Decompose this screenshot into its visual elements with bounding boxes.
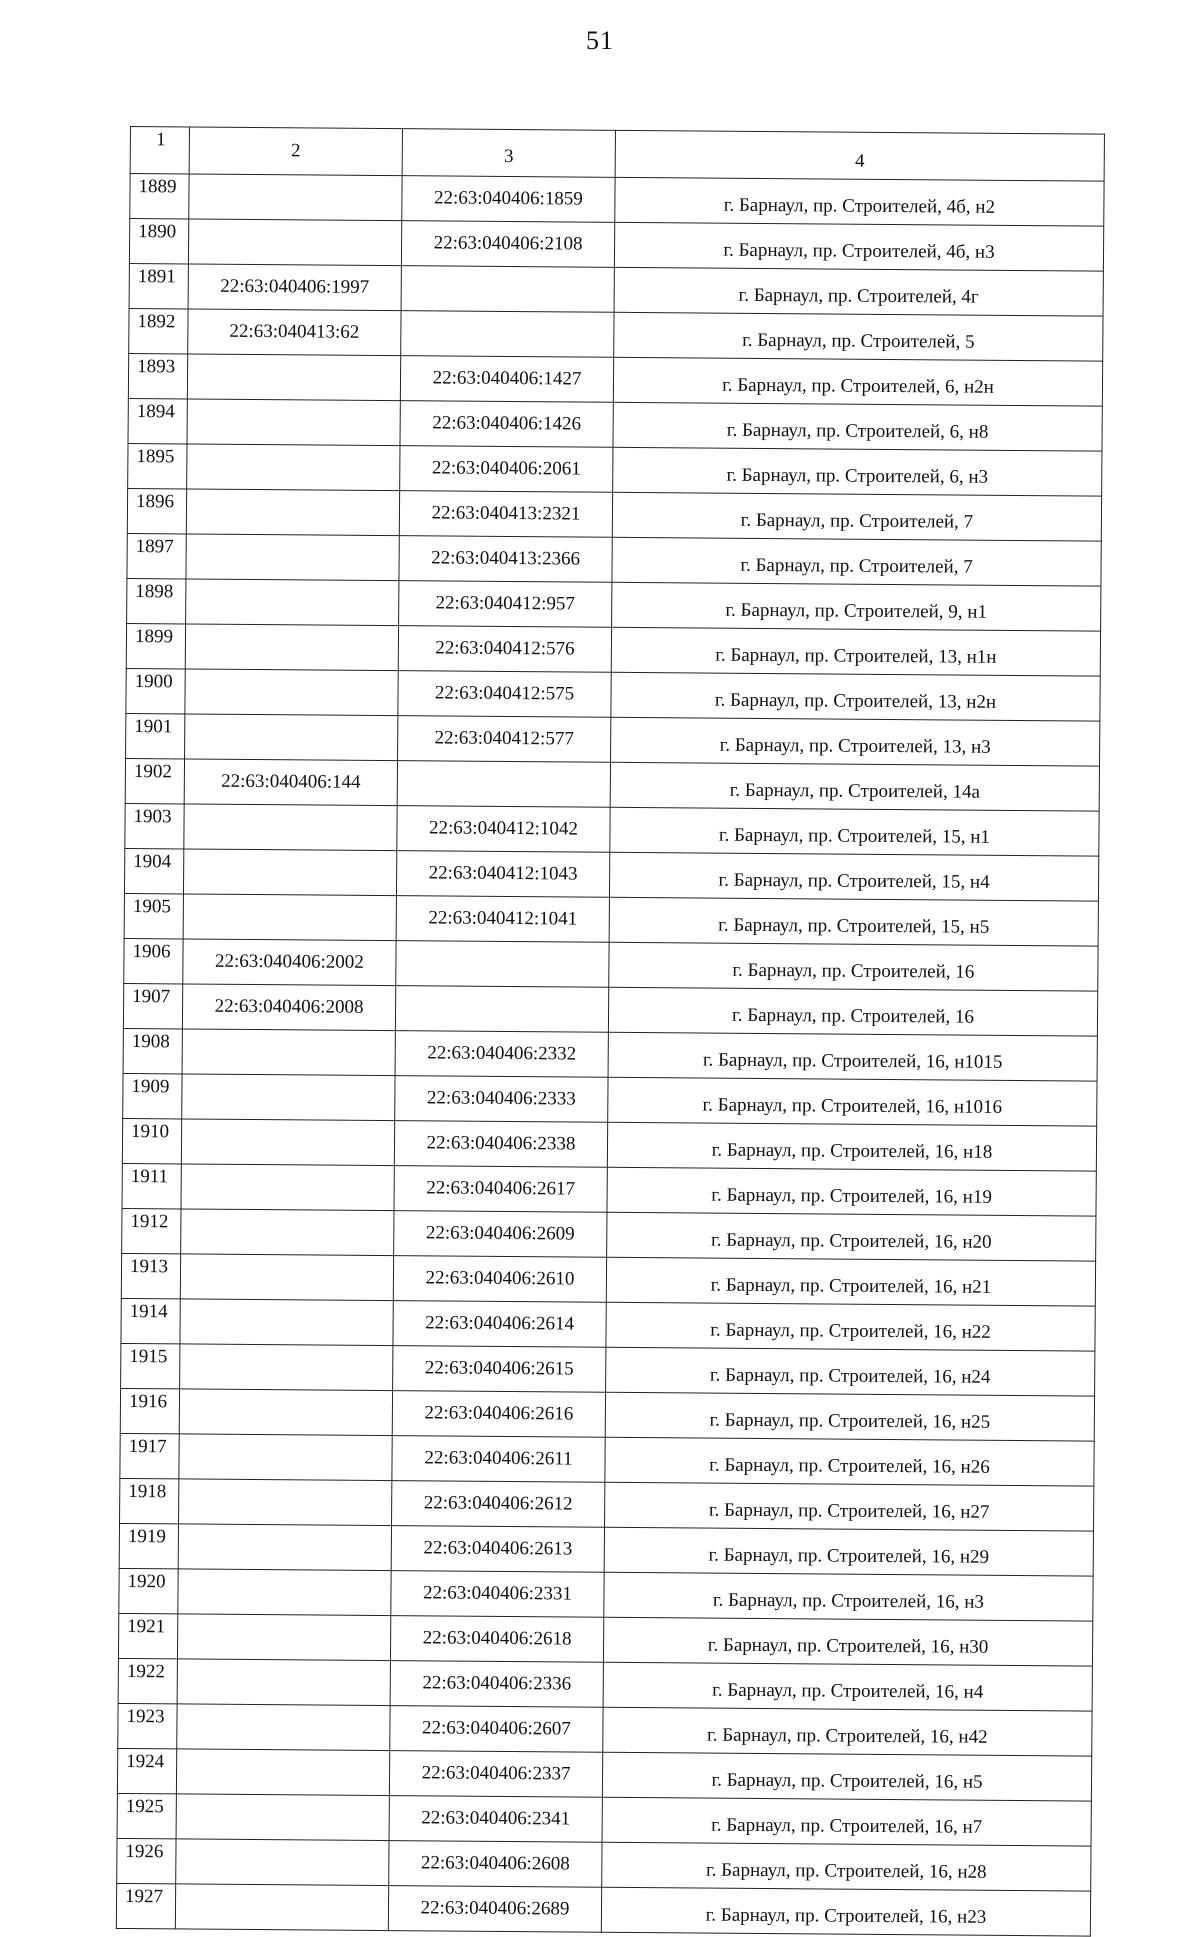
row-number-cell: 1894 bbox=[128, 398, 187, 443]
premises-cadastral-cell: 22:63:040406:2609 bbox=[394, 1211, 607, 1258]
address-cell: г. Барнаул, пр. Строителей, 16, н25 bbox=[605, 1392, 1094, 1441]
cadastral-number-cell bbox=[177, 1614, 390, 1661]
premises-cadastral-cell: 22:63:040406:2608 bbox=[389, 1841, 602, 1888]
row-number-cell: 1926 bbox=[117, 1838, 176, 1883]
row-number-cell: 1898 bbox=[127, 578, 186, 623]
row-number-cell: 1901 bbox=[126, 713, 185, 758]
premises-cadastral-cell bbox=[401, 266, 614, 313]
premises-cadastral-cell: 22:63:040406:2615 bbox=[393, 1346, 606, 1393]
premises-cadastral-cell: 22:63:040406:2611 bbox=[392, 1436, 605, 1483]
cadastral-number-cell bbox=[185, 669, 398, 716]
premises-cadastral-cell: 22:63:040406:2337 bbox=[389, 1751, 602, 1798]
premises-cadastral-cell: 22:63:040406:2108 bbox=[401, 221, 614, 268]
table-row bbox=[127, 578, 1101, 631]
address-cell: г. Барнаул, пр. Строителей, 4б, н2 bbox=[615, 177, 1104, 226]
table-row bbox=[118, 1658, 1092, 1711]
row-number-cell: 1918 bbox=[120, 1478, 179, 1523]
premises-cadastral-cell: 22:63:040412:575 bbox=[398, 671, 611, 718]
cadastral-number-cell bbox=[179, 1479, 392, 1526]
address-cell: г. Барнаул, пр. Строителей, 16, н27 bbox=[605, 1482, 1094, 1531]
address-cell: г. Барнаул, пр. Строителей, 16, н3 bbox=[604, 1572, 1093, 1621]
cadastral-number-cell bbox=[176, 1794, 389, 1841]
row-number-cell: 1889 bbox=[130, 174, 189, 219]
premises-cadastral-cell: 22:63:040406:2331 bbox=[391, 1571, 604, 1618]
premises-cadastral-cell: 22:63:040406:2612 bbox=[392, 1481, 605, 1528]
address-cell: г. Барнаул, пр. Строителей, 5 bbox=[614, 312, 1103, 361]
premises-cadastral-cell: 22:63:040406:2332 bbox=[395, 1031, 608, 1078]
cadastral-number-cell bbox=[188, 219, 401, 266]
row-number-cell: 1890 bbox=[129, 219, 188, 264]
address-cell: г. Барнаул, пр. Строителей, 16, н23 bbox=[601, 1887, 1090, 1936]
premises-cadastral-cell: 22:63:040406:1426 bbox=[400, 401, 613, 448]
premises-cadastral-cell: 22:63:040406:1427 bbox=[400, 356, 613, 403]
address-cell: г. Барнаул, пр. Строителей, 13, н3 bbox=[611, 717, 1100, 766]
header-col-1: 1 bbox=[130, 127, 189, 174]
cadastral-number-cell bbox=[186, 579, 399, 626]
row-number-cell: 1892 bbox=[129, 308, 188, 353]
table-row bbox=[129, 219, 1103, 272]
table-row bbox=[126, 668, 1100, 721]
address-cell: г. Барнаул, пр. Строителей, 13, н2н bbox=[611, 672, 1100, 721]
table-row bbox=[123, 1073, 1097, 1126]
table-body bbox=[116, 127, 1104, 1937]
table-row bbox=[127, 488, 1101, 541]
row-number-cell: 1917 bbox=[120, 1433, 179, 1478]
premises-cadastral-cell: 22:63:040413:2321 bbox=[399, 491, 612, 538]
table-row bbox=[123, 983, 1097, 1036]
address-cell: г. Барнаул, пр. Строителей, 16, н1015 bbox=[608, 1032, 1097, 1081]
cadastral-number-cell bbox=[176, 1839, 389, 1886]
cadastral-number-cell bbox=[175, 1884, 388, 1931]
premises-cadastral-cell bbox=[396, 941, 609, 988]
header-col-3: 3 bbox=[402, 129, 615, 178]
cadastral-number-cell bbox=[186, 534, 399, 581]
cadastral-number-cell bbox=[178, 1569, 391, 1616]
cadastral-number-cell bbox=[187, 444, 400, 491]
table-row bbox=[124, 848, 1098, 901]
header-col-2: 2 bbox=[189, 127, 402, 176]
premises-cadastral-cell: 22:63:040406:2333 bbox=[395, 1076, 608, 1123]
row-number-cell: 1907 bbox=[123, 983, 182, 1028]
cadastral-number-cell bbox=[176, 1749, 389, 1796]
row-number-cell: 1921 bbox=[118, 1613, 177, 1658]
table-row bbox=[120, 1478, 1094, 1531]
address-cell: г. Барнаул, пр. Строителей, 16, н4 bbox=[603, 1662, 1092, 1711]
cadastral-number-cell bbox=[178, 1524, 391, 1571]
premises-cadastral-cell bbox=[395, 986, 608, 1033]
cadastral-number-cell bbox=[177, 1704, 390, 1751]
address-cell: г. Барнаул, пр. Строителей, 4б, н3 bbox=[614, 222, 1103, 271]
premises-cadastral-cell: 22:63:040406:2341 bbox=[389, 1796, 602, 1843]
address-cell: г. Барнаул, пр. Строителей, 6, н8 bbox=[613, 402, 1102, 451]
cadastral-number-cell bbox=[183, 894, 396, 941]
cadastral-number-cell bbox=[181, 1119, 394, 1166]
cadastral-number-cell bbox=[184, 804, 397, 851]
premises-cadastral-cell bbox=[397, 761, 610, 808]
cadastral-number-cell bbox=[181, 1209, 394, 1256]
address-cell: г. Барнаул, пр. Строителей, 6, н2н bbox=[613, 357, 1102, 406]
table-row bbox=[129, 263, 1103, 316]
table-row bbox=[117, 1748, 1091, 1801]
table-row bbox=[121, 1298, 1095, 1351]
table-row bbox=[119, 1568, 1093, 1621]
address-cell: г. Барнаул, пр. Строителей, 13, н1н bbox=[611, 627, 1100, 676]
page-number: 51 bbox=[586, 26, 614, 55]
address-cell: г. Барнаул, пр. Строителей, 15, н4 bbox=[609, 852, 1098, 901]
premises-cadastral-cell: 22:63:040412:577 bbox=[398, 716, 611, 763]
row-number-cell: 1902 bbox=[125, 758, 184, 803]
row-number-cell: 1906 bbox=[124, 938, 183, 983]
premises-cadastral-cell: 22:63:040406:2061 bbox=[400, 446, 613, 493]
address-cell: г. Барнаул, пр. Строителей, 16 bbox=[609, 942, 1098, 991]
address-cell: г. Барнаул, пр. Строителей, 4г bbox=[614, 267, 1103, 316]
address-cell: г. Барнаул, пр. Строителей, 16, н22 bbox=[606, 1302, 1095, 1351]
row-number-cell: 1911 bbox=[122, 1163, 181, 1208]
cadastral-number-cell bbox=[183, 849, 396, 896]
address-cell: г. Барнаул, пр. Строителей, 16, н18 bbox=[607, 1122, 1096, 1171]
row-number-cell: 1913 bbox=[121, 1253, 180, 1298]
address-cell: г. Барнаул, пр. Строителей, 15, н1 bbox=[610, 807, 1099, 856]
address-cell: г. Барнаул, пр. Строителей, 16, н28 bbox=[602, 1842, 1091, 1891]
table-row bbox=[118, 1703, 1092, 1756]
table-row bbox=[122, 1118, 1096, 1171]
cadastral-number-cell bbox=[187, 354, 400, 401]
cadastral-number-cell: 22:63:040406:1997 bbox=[188, 264, 401, 311]
row-number-cell: 1905 bbox=[124, 893, 183, 938]
address-cell: г. Барнаул, пр. Строителей, 16, н7 bbox=[602, 1797, 1091, 1846]
table-row bbox=[118, 1613, 1092, 1666]
premises-cadastral-cell: 22:63:040412:576 bbox=[398, 626, 611, 673]
row-number-cell: 1908 bbox=[123, 1028, 182, 1073]
row-number-cell: 1914 bbox=[121, 1298, 180, 1343]
address-cell: г. Барнаул, пр. Строителей, 16, н19 bbox=[607, 1167, 1096, 1216]
row-number-cell: 1910 bbox=[122, 1118, 181, 1163]
table-row bbox=[129, 308, 1103, 361]
table-row bbox=[125, 758, 1099, 811]
cadastral-number-cell bbox=[180, 1254, 393, 1301]
premises-cadastral-cell: 22:63:040412:1043 bbox=[396, 851, 609, 898]
cadastral-number-cell bbox=[179, 1434, 392, 1481]
address-cell: г. Барнаул, пр. Строителей, 9, н1 bbox=[612, 582, 1101, 631]
address-cell: г. Барнаул, пр. Строителей, 16 bbox=[608, 987, 1097, 1036]
row-number-cell: 1897 bbox=[127, 533, 186, 578]
row-number-cell: 1895 bbox=[128, 443, 187, 488]
premises-cadastral-cell: 22:63:040406:2617 bbox=[394, 1166, 607, 1213]
row-number-cell: 1893 bbox=[128, 353, 187, 398]
cadastral-number-cell bbox=[179, 1389, 392, 1436]
cadastral-number-cell bbox=[185, 714, 398, 761]
table-row bbox=[122, 1163, 1096, 1216]
address-cell: г. Барнаул, пр. Строителей, 16, н30 bbox=[603, 1617, 1092, 1666]
address-cell: г. Барнаул, пр. Строителей, 6, н3 bbox=[613, 447, 1102, 496]
table-header-row bbox=[130, 127, 1104, 182]
cadastral-number-cell bbox=[187, 399, 400, 446]
cadastral-number-cell bbox=[182, 1029, 395, 1076]
table-row bbox=[126, 713, 1100, 766]
cadastral-number-cell bbox=[177, 1659, 390, 1706]
address-cell: г. Барнаул, пр. Строителей, 16, н20 bbox=[607, 1212, 1096, 1261]
row-number-cell: 1920 bbox=[119, 1568, 178, 1613]
table-row bbox=[119, 1523, 1093, 1576]
table-row bbox=[128, 443, 1102, 496]
table-row bbox=[123, 1028, 1097, 1081]
premises-cadastral-cell: 22:63:040406:2338 bbox=[394, 1121, 607, 1168]
row-number-cell: 1924 bbox=[117, 1748, 176, 1793]
row-number-cell: 1916 bbox=[120, 1388, 179, 1433]
premises-cadastral-cell: 22:63:040413:2366 bbox=[399, 536, 612, 583]
address-cell: г. Барнаул, пр. Строителей, 16, н1016 bbox=[608, 1077, 1097, 1126]
table-row bbox=[124, 893, 1098, 946]
table-row bbox=[117, 1793, 1091, 1846]
cadastral-number-cell bbox=[180, 1299, 393, 1346]
table-row bbox=[128, 353, 1102, 406]
cadastral-number-cell: 22:63:040406:144 bbox=[184, 759, 397, 806]
cadastral-number-cell bbox=[182, 1074, 395, 1121]
address-cell: г. Барнаул, пр. Строителей, 16, н26 bbox=[605, 1437, 1094, 1486]
table-row bbox=[124, 938, 1098, 991]
cadastral-number-cell bbox=[186, 489, 399, 536]
table-row bbox=[117, 1838, 1091, 1891]
address-cell: г. Барнаул, пр. Строителей, 7 bbox=[612, 537, 1101, 586]
table-row bbox=[116, 1883, 1090, 1936]
premises-cadastral-cell: 22:63:040412:1041 bbox=[396, 896, 609, 943]
table-row bbox=[125, 803, 1099, 856]
premises-cadastral-cell bbox=[401, 311, 614, 358]
premises-cadastral-cell: 22:63:040406:2616 bbox=[392, 1391, 605, 1438]
premises-cadastral-cell: 22:63:040406:2610 bbox=[393, 1256, 606, 1303]
row-number-cell: 1912 bbox=[122, 1208, 181, 1253]
cadastral-number-cell bbox=[181, 1164, 394, 1211]
table-row bbox=[121, 1343, 1095, 1396]
premises-cadastral-cell: 22:63:040406:2607 bbox=[390, 1706, 603, 1753]
premises-cadastral-cell: 22:63:040412:957 bbox=[399, 581, 612, 628]
table-row bbox=[120, 1433, 1094, 1486]
row-number-cell: 1923 bbox=[118, 1703, 177, 1748]
address-cell: г. Барнаул, пр. Строителей, 16, н21 bbox=[606, 1257, 1095, 1306]
premises-cadastral-cell: 22:63:040412:1042 bbox=[397, 806, 610, 853]
premises-cadastral-cell: 22:63:040406:2613 bbox=[391, 1526, 604, 1573]
row-number-cell: 1922 bbox=[118, 1658, 177, 1703]
row-number-cell: 1904 bbox=[124, 848, 183, 893]
premises-cadastral-cell: 22:63:040406:2614 bbox=[393, 1301, 606, 1348]
row-number-cell: 1919 bbox=[119, 1523, 178, 1568]
table-row bbox=[122, 1208, 1096, 1261]
address-cell: г. Барнаул, пр. Строителей, 16, н24 bbox=[606, 1347, 1095, 1396]
premises-cadastral-cell: 22:63:040406:2336 bbox=[390, 1661, 603, 1708]
address-cell: г. Барнаул, пр. Строителей, 14а bbox=[610, 762, 1099, 811]
row-number-cell: 1925 bbox=[117, 1793, 176, 1838]
cadastral-number-cell bbox=[180, 1344, 393, 1391]
table-row bbox=[121, 1253, 1095, 1306]
cadastral-number-cell: 22:63:040406:2008 bbox=[182, 984, 395, 1031]
table-row bbox=[128, 398, 1102, 451]
row-number-cell: 1896 bbox=[127, 488, 186, 533]
row-number-cell: 1891 bbox=[129, 263, 188, 308]
table-row bbox=[126, 623, 1100, 676]
address-cell: г. Барнаул, пр. Строителей, 16, н42 bbox=[603, 1707, 1092, 1756]
header-col-4: 4 bbox=[615, 130, 1104, 181]
cadastral-number-cell bbox=[189, 174, 402, 221]
table-row bbox=[130, 174, 1104, 227]
table-row bbox=[127, 533, 1101, 586]
address-cell: г. Барнаул, пр. Строителей, 15, н5 bbox=[609, 897, 1098, 946]
row-number-cell: 1909 bbox=[123, 1073, 182, 1118]
row-number-cell: 1927 bbox=[116, 1883, 175, 1928]
address-cell: г. Барнаул, пр. Строителей, 7 bbox=[612, 492, 1101, 541]
row-number-cell: 1899 bbox=[126, 623, 185, 668]
address-cell: г. Барнаул, пр. Строителей, 16, н5 bbox=[602, 1752, 1091, 1801]
row-number-cell: 1903 bbox=[125, 803, 184, 848]
row-number-cell: 1900 bbox=[126, 668, 185, 713]
cadastral-number-cell: 22:63:040406:2002 bbox=[183, 939, 396, 986]
address-cell: г. Барнаул, пр. Строителей, 16, н29 bbox=[604, 1527, 1093, 1576]
row-number-cell: 1915 bbox=[121, 1343, 180, 1388]
cadastral-number-cell bbox=[185, 624, 398, 671]
premises-cadastral-cell: 22:63:040406:1859 bbox=[402, 176, 615, 223]
premises-cadastral-cell: 22:63:040406:2689 bbox=[388, 1886, 601, 1933]
cadastral-number-cell: 22:63:040413:62 bbox=[188, 309, 401, 356]
table-row bbox=[120, 1388, 1094, 1441]
premises-cadastral-cell: 22:63:040406:2618 bbox=[390, 1616, 603, 1663]
registry-table bbox=[116, 126, 1105, 1937]
